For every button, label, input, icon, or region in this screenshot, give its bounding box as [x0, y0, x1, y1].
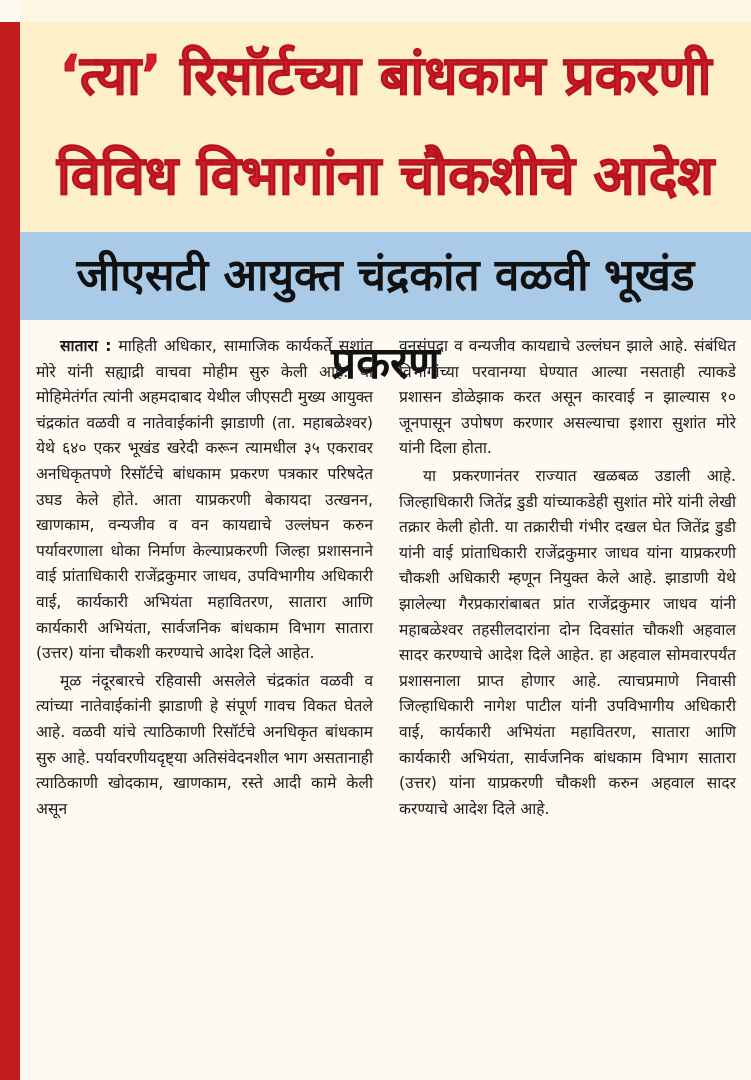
divider: [20, 320, 751, 328]
paragraph-text: माहिती अधिकार, सामाजिक कार्यकर्ते सुशांत मोरे यांनी सह्याद्री वाचवा मोहीम सुरु केली आहे. या मोहिमेतंर्गत त्यांनी अहमदाबाद येथील जीएसटी मुख्य आयुक्त चंद्रकांत वळवी व नातेवाईकांनी झाडाणी (ता. महाबळेश्‍वर) येथे ६४० एकर भूखंड खरेदी करून त्यामधील ३५ एकरावर अनधिकृतपणे रिसॉर्टचे बांधकाम प्रकरण पत्रकार परिषदेत उघड केले होते. आता याप्रकरणी बेकायदा उत्खनन, खाणकाम, वन्यजीव व वन कायद्याचे उल्लंघन करुन पर्यावरणाला धोका निर्माण केल्याप्रकरणी जिल्हा प्रशासनाने वाई प्रांताधिकारी राजेंद्रकुमार जाधव, उपविभागीय अधिकारी वाई, कार्यकारी अभियंता महावितरण, सातारा आणि कार्यकारी अभियंता, सार्वजनिक बांधकाम विभाग सातारा (उत्तर) यांना चौकशी करण्याचे आदेश दिले आहेत.: [36, 337, 373, 663]
article-paragraph: वनसंपदा व वन्यजीव कायद्याचे उल्लंघन झाले आहे. संबंधित विभागांच्या परवानग्या घेण्यात आल्या नसताही त्याकडे प्रशासन डोळेझाक करत असून कारवाई न झाल्यास १० जूनपासून उपोषण करणार असल्याचा इशारा सुशांत मोरे यांनी दिला होता.: [399, 337, 736, 458]
article-column-2: [399, 334, 736, 1064]
headline-line-1: ‘त्या’ रिसॉर्टच्या बांधकाम प्रकरणी: [59, 44, 712, 107]
top-margin: [20, 0, 751, 22]
headline-area: [20, 22, 751, 232]
subheadline: जीएसटी आयुक्त चंद्रकांत वळवी भूखंड प्रकरण: [76, 250, 695, 389]
article-column-1: [36, 334, 373, 1064]
dateline: सातारा :: [60, 337, 112, 355]
article-paragraph: या प्रकरणानंतर राज्यात खळबळ उडाली आहे. जिल्हाधिकारी जितेंद्र डुडी यांच्याकडेही सुशांत मोरे यांनी लेखी तक्रार केली होती. या तक्रारीची गंभीर दखल घेत जितेंद्र डुडी यांनी वाई प्रांताधिकारी राजेंद्रकुमार जाधव यांना याप्रकरणी चौकशी अधिकारी म्हणून नियुक्त केले आहे. झाडाणी येथे झालेल्या गैरप्रकारांबाबत प्रांत राजेंद्रकुमार जाधव यांनी महाबळेश्‍वर तहसीलदारांना दोन दिवसांत चौकशी अहवाल सादर करण्याचे आदेश दिले आहेत. हा अहवाल सोमवारपर्यंत प्रशासनाला प्राप्त होणार आहे. त्याचप्रमाणे निवासी जिल्हाधिकारी नागेश पाटील यांनी उपविभागीय अधिकारी वाई, कार्यकारी अभियंता महावितरण, सातारा आणि कार्यकारी अभियंता, सार्वजनिक बांधकाम विभाग सातारा (उत्तर) यांना याप्रकरणी चौकशी करुन अहवाल सादर करण्याचे आदेश दिले आहे.: [399, 466, 736, 818]
headline-line-2: विविध विभागांना चौकशीचे आदेश: [56, 144, 715, 207]
article-body: [36, 334, 736, 1064]
article-paragraph: [36, 334, 373, 667]
red-accent-bar: [0, 22, 20, 1080]
article-paragraph: मूळ नंदूरबारचे रहिवासी असलेले चंद्रकांत वळवी व त्यांच्या नातेवाईकांनी झाडाणी हे संपूर्ण गावच विकत घेतले आहे. वळवी यांचे त्याठिकाणी रिसॉर्टचे अनधिकृत बांधकाम सुरु आहे. पर्यावरणीयदृष्ट्या अतिसंवेदनशील भाग असतानाही त्याठिकाणी खोदकाम, खाणकाम, रस्ते आदी कामे केली असून: [36, 671, 373, 818]
